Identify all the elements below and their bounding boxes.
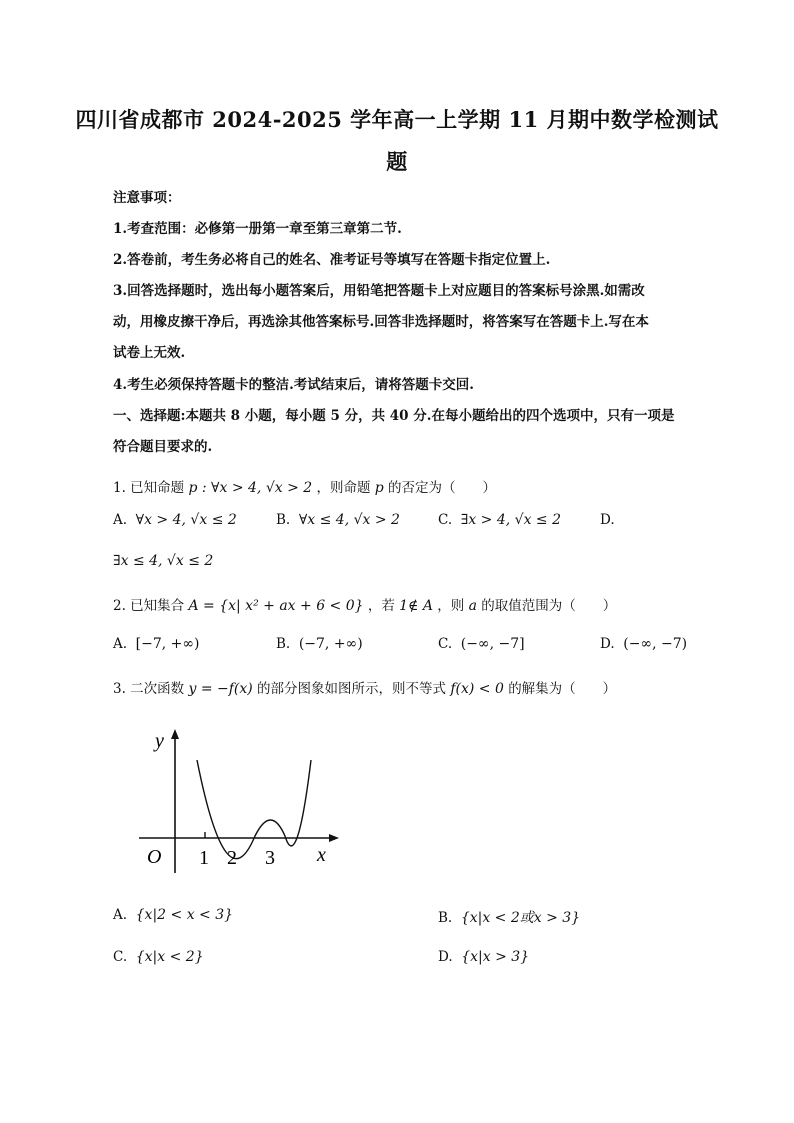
note-item-3-line1: 3.回答选择题时，选出每小题答案后，用铅笔把答题卡上对应题目的答案标号涂黑.如需改: [113, 283, 645, 299]
q2-stem-mid: ，若: [367, 598, 395, 614]
q2-option-d: [600, 636, 687, 652]
y-axis-label: y: [155, 730, 164, 752]
notes-heading: 注意事项：: [113, 190, 181, 206]
q2-option-b: [276, 636, 363, 652]
q3-option-a-text: {x|2 < x < 3}: [135, 907, 234, 923]
q2-option-b-text: (−7, +∞): [298, 636, 363, 652]
page-title-line1: 四川省成都市 2024-2025 学年高一上学期 11 月期中数学检测试: [75, 107, 719, 132]
q1-option-d: [113, 553, 213, 569]
q2-option-a-label: A.: [113, 636, 128, 652]
q3-inequality: f(x) < 0: [450, 681, 504, 697]
q3-function: y = −f(x): [188, 681, 253, 697]
question-3-stem: [113, 677, 616, 697]
parabola-curve: [197, 760, 311, 859]
page-title-line2: 题: [386, 149, 408, 174]
question-1-stem: [113, 476, 496, 496]
q1-option-a-label: A.: [113, 512, 128, 528]
q2-set-definition: A = {x| x² + ax + 6 < 0}: [188, 598, 364, 614]
q1-stem-post: ，则命题: [316, 480, 371, 496]
x-axis-arrow-icon: [329, 834, 339, 842]
q2-option-d-label: D.: [600, 636, 615, 652]
q2-stem-mid2: ，则: [437, 598, 465, 614]
section-1-heading-line2: 符合题目要求的.: [113, 439, 213, 455]
q3-stem-mid: 的部分图象如图所示，则不等式: [257, 681, 447, 697]
q2-stem-pre: 2. 已知集合: [113, 598, 185, 614]
q3-stem-end: 的解集为（ ）: [508, 681, 617, 697]
q2-a-symbol: a: [468, 598, 477, 614]
note-item-2: 2.答卷前，考生务必将自己的姓名、准考证号等填写在答题卡指定位置上.: [113, 252, 551, 268]
q1-option-b-label: B.: [276, 512, 291, 528]
q3-stem-pre: 3. 二次函数: [113, 681, 185, 697]
q3-option-b: [438, 907, 580, 927]
q1-option-c-text: ∃x > 4, √x ≤ 2: [460, 512, 562, 528]
q1-option-b-text: ∀x ≤ 4, √x > 2: [298, 512, 400, 528]
q1-option-d-label-wrap: [600, 512, 615, 528]
q3-option-c-label: C.: [113, 949, 128, 965]
q1-option-d-label: D.: [600, 512, 615, 528]
y-axis-arrow-icon: [171, 729, 179, 739]
q1-stem-end: 的否定为（ ）: [388, 480, 497, 496]
q3-option-a-label: A.: [113, 907, 128, 923]
q3-option-b-text: {x|x < 2或x > 3}: [460, 910, 581, 926]
note-item-4: 4.考生必须保持答题卡的整洁.考试结束后，请将答题卡交回.: [113, 377, 474, 393]
tick-label-2: 2: [227, 847, 237, 869]
q3-option-a: [113, 907, 233, 923]
q2-option-b-label: B.: [276, 636, 291, 652]
q1-option-c: [438, 512, 561, 528]
q3-option-d-label: D.: [438, 949, 453, 965]
q1-stem-pre: 1. 已知命题: [113, 480, 185, 496]
q1-option-d-text: ∃x ≤ 4, √x ≤ 2: [113, 553, 214, 569]
x-axis-label: x: [317, 844, 326, 866]
q3-option-d-text: {x|x > 3}: [461, 949, 530, 965]
q2-option-d-text: (−∞, −7): [623, 636, 688, 652]
note-item-3-line2: 动，用橡皮擦干净后，再选涂其他答案标号.回答非选择题时，将答案写在答题卡上.写在本: [113, 314, 649, 330]
origin-label: O: [147, 846, 162, 868]
q3-option-c: [113, 949, 204, 965]
q3-parabola-graph: [135, 725, 345, 875]
q2-option-c-label: C.: [438, 636, 453, 652]
q1-option-a-text: ∀x > 4, √x ≤ 2: [135, 512, 237, 528]
q3-option-b-label: B.: [438, 910, 453, 926]
q1-option-a: [113, 512, 237, 528]
tick-label-3: 3: [265, 847, 275, 869]
q3-option-d: [438, 949, 529, 965]
q1-proposition: p : ∀x > 4, √x > 2: [188, 480, 313, 496]
q1-option-c-label: C.: [438, 512, 453, 528]
q1-p-symbol: p: [374, 480, 384, 496]
question-2-stem: [113, 594, 616, 614]
q3-option-c-text: {x|x < 2}: [135, 949, 204, 965]
q2-stem-end: 的取值范围为（ ）: [481, 598, 617, 614]
section-1-heading-line1: 一、选择题:本题共 8 小题，每小题 5 分，共 40 分.在每小题给出的四个选项中，只有一项是: [113, 408, 675, 424]
q2-option-a: [113, 636, 200, 652]
q2-option-a-text: [−7, +∞): [135, 636, 200, 652]
q2-condition: 1∉ A: [399, 598, 433, 614]
q2-option-c: [438, 636, 525, 652]
note-item-1: 1.考查范围：必修第一册第一章至第三章第二节.: [113, 221, 402, 237]
tick-label-1: 1: [199, 847, 209, 869]
q1-option-b: [276, 512, 400, 528]
note-item-3-line3: 试卷上无效.: [113, 345, 186, 361]
q2-option-c-text: (−∞, −7]: [460, 636, 525, 652]
